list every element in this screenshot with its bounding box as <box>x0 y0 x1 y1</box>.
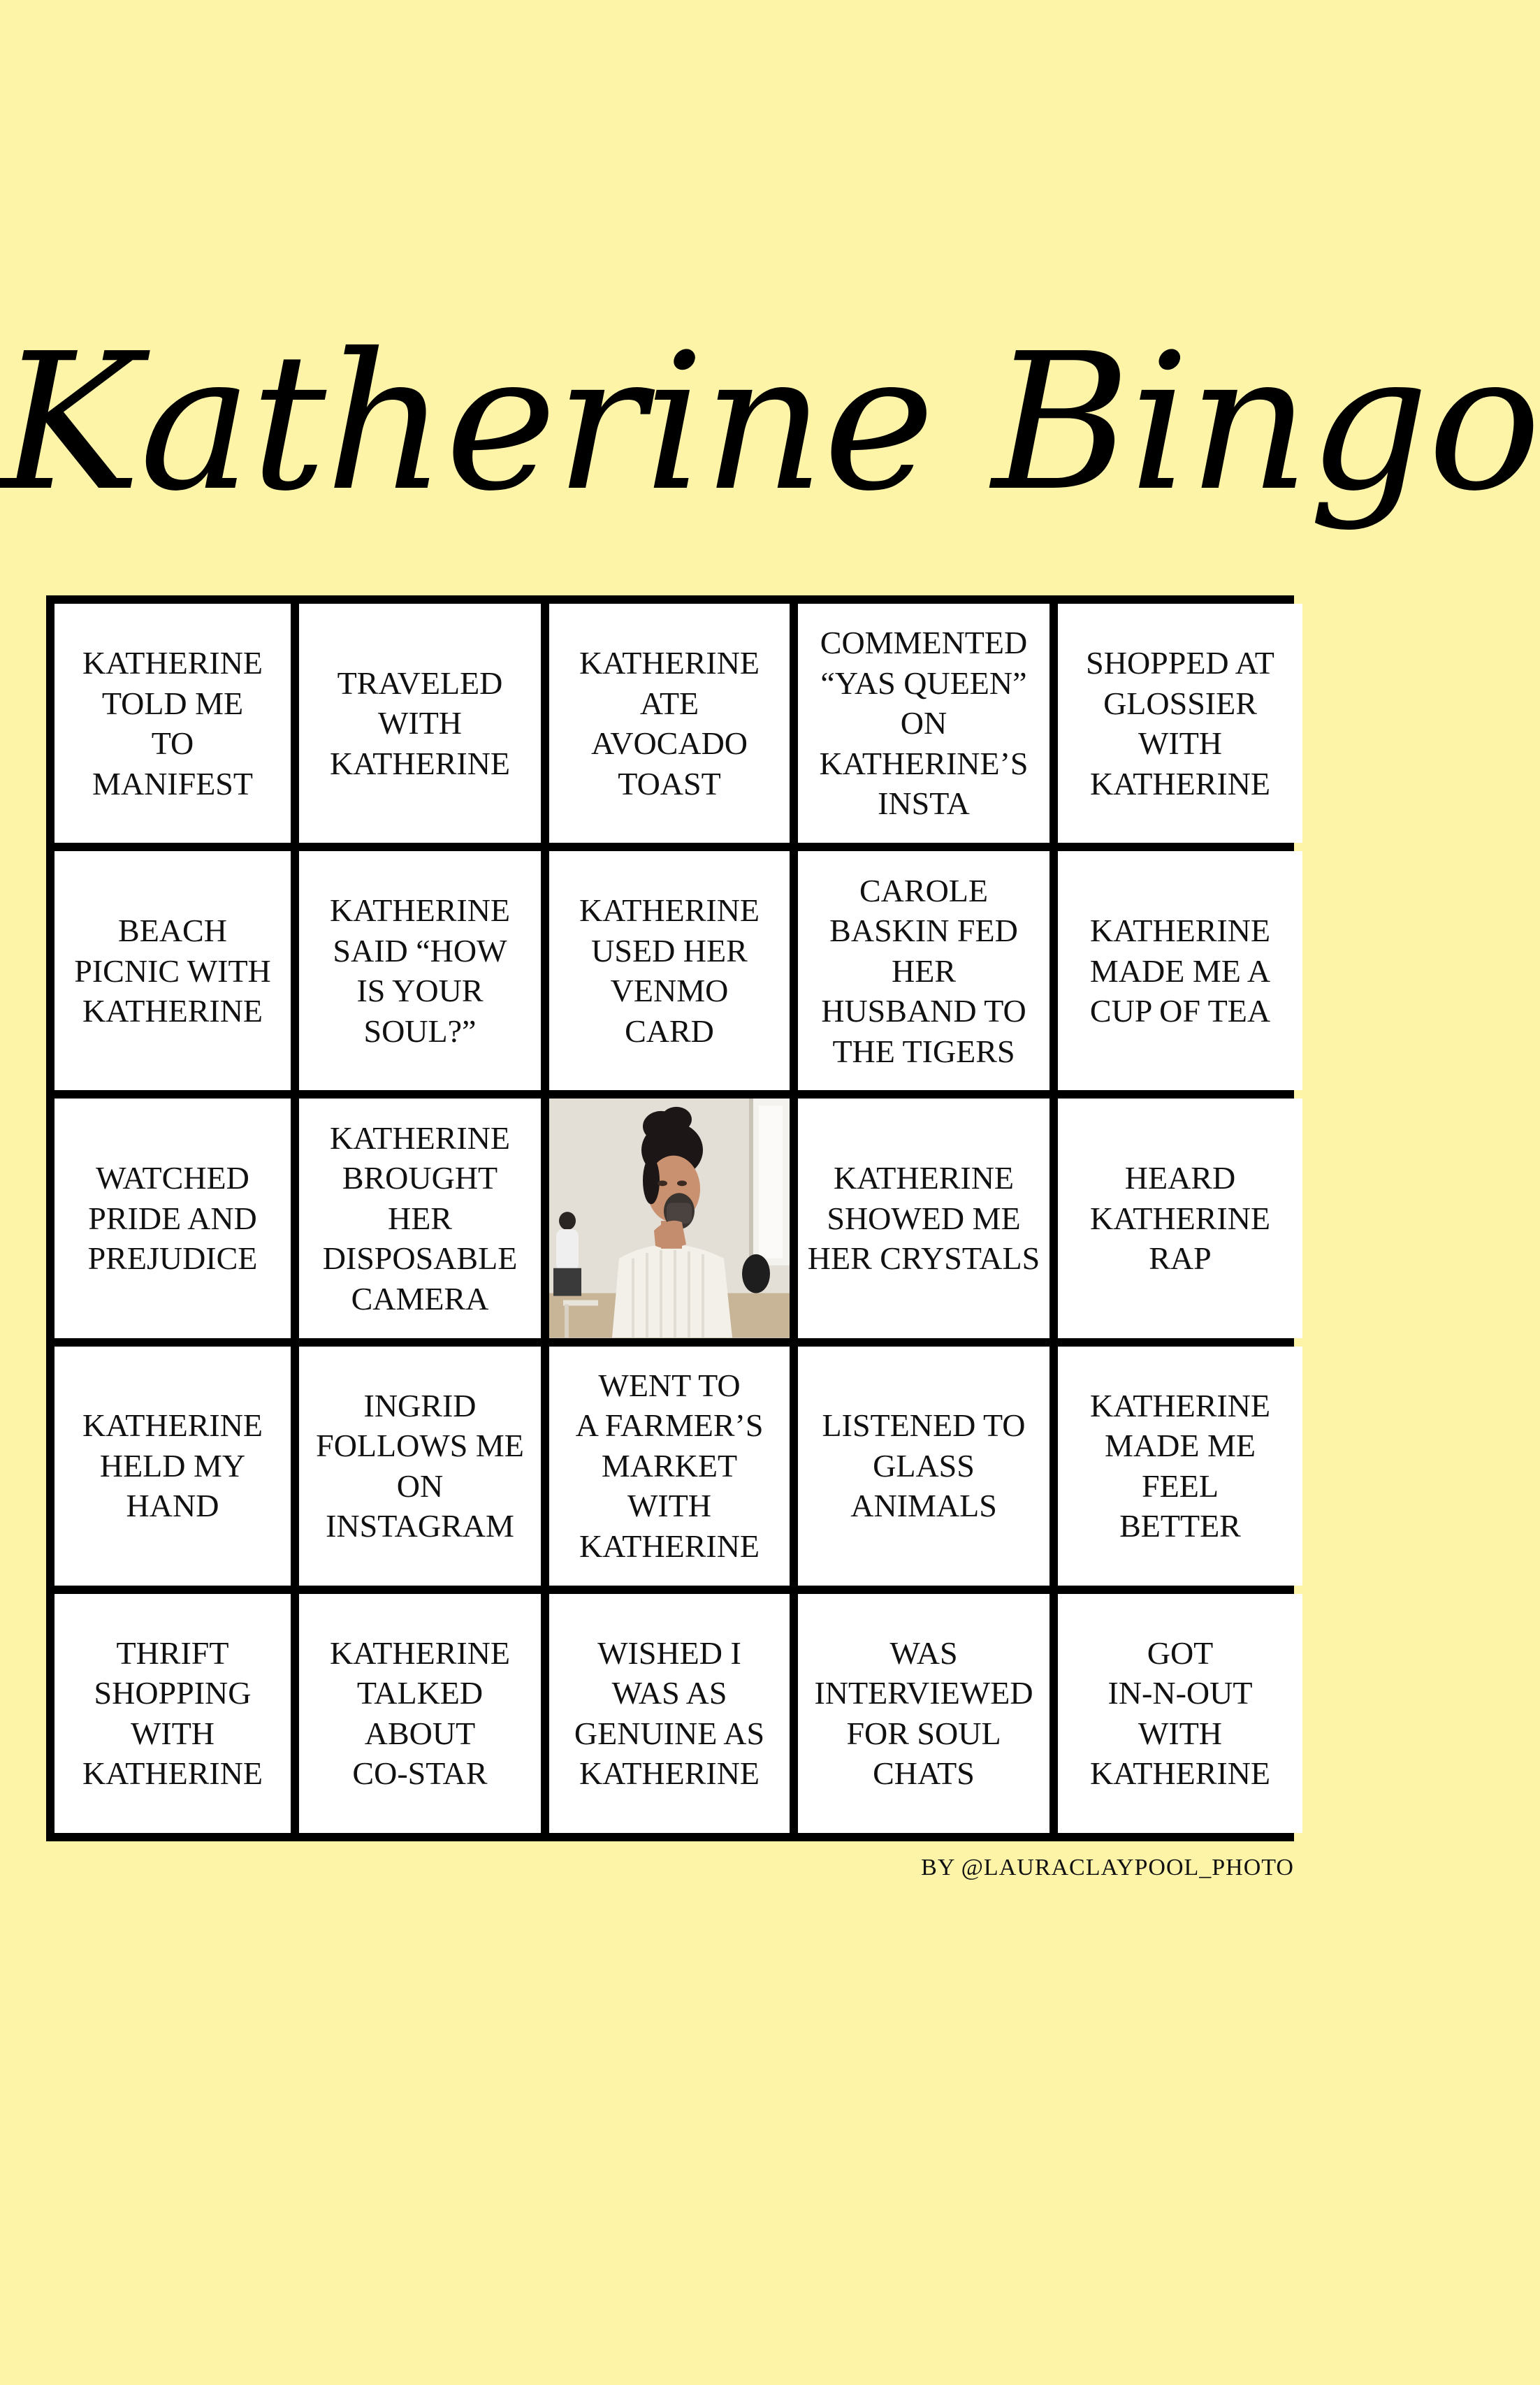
page-title: Katherine Bingo <box>0 312 1540 532</box>
bingo-cell-label: KATHERINE TALKED ABOUT CO-STAR <box>329 1634 511 1792</box>
bingo-cell[interactable] <box>1058 1099 1302 1338</box>
bingo-cell[interactable] <box>798 1594 1049 1833</box>
bingo-cell-label: BEACH PICNIC WITH KATHERINE <box>74 913 271 1029</box>
photo-illustration <box>549 1099 790 1338</box>
bingo-cell-label: WATCHED PRIDE AND PREJUDICE <box>87 1160 258 1277</box>
bingo-cell-label: CAROLE BASKIN FED HER HUSBAND TO THE TIGERS <box>821 872 1026 1069</box>
bingo-cell-label: KATHERINE BROUGHT HER DISPOSABLE CAMERA <box>322 1119 518 1317</box>
bingo-free-space-photo-cell[interactable] <box>549 1099 790 1338</box>
bingo-cell[interactable] <box>549 604 790 843</box>
bingo-cell[interactable] <box>798 851 1049 1090</box>
bingo-cell-label: WAS INTERVIEWED FOR SOUL CHATS <box>814 1634 1033 1792</box>
bingo-cell[interactable] <box>1058 604 1302 843</box>
bingo-cell-label: LISTENED TO GLASS ANIMALS <box>822 1407 1026 1524</box>
bingo-board <box>46 595 1294 1841</box>
bingo-cell-label: THRIFT SHOPPING WITH KATHERINE <box>82 1634 263 1792</box>
bingo-cell-label: KATHERINE MADE ME A CUP OF TEA <box>1089 913 1271 1029</box>
bingo-cell[interactable] <box>549 1347 790 1586</box>
bingo-cell-label: KATHERINE SHOWED ME HER CRYSTALS <box>807 1160 1040 1277</box>
bingo-cell-label: WENT TO A FARMER’S MARKET WITH KATHERINE <box>575 1367 764 1564</box>
bingo-cell[interactable] <box>798 1347 1049 1586</box>
bingo-cell-label: HEARD KATHERINE RAP <box>1089 1160 1271 1277</box>
bingo-cell[interactable] <box>55 851 291 1090</box>
bingo-cell[interactable] <box>55 1099 291 1338</box>
bingo-cell-label: TRAVELED WITH KATHERINE <box>329 665 511 781</box>
bingo-cell[interactable] <box>299 1594 541 1833</box>
bingo-cell-label: KATHERINE ATE AVOCADO TOAST <box>579 645 760 802</box>
bingo-cell-label: KATHERINE SAID “HOW IS YOUR SOUL?” <box>329 892 511 1049</box>
bingo-cell-label: KATHERINE MADE ME FEEL BETTER <box>1089 1387 1271 1544</box>
bingo-cell-label: GOT IN-N-OUT WITH KATHERINE <box>1089 1634 1271 1792</box>
bingo-cell-label: KATHERINE USED HER VENMO CARD <box>579 892 760 1049</box>
bingo-cell-label: KATHERINE TOLD ME TO MANIFEST <box>82 645 263 802</box>
bingo-cell-label: SHOPPED AT GLOSSIER WITH KATHERINE <box>1086 645 1274 802</box>
bingo-cell[interactable] <box>299 1099 541 1338</box>
bingo-cell[interactable] <box>1058 1594 1302 1833</box>
bingo-cell[interactable] <box>55 1594 291 1833</box>
photo-credit: BY @LAURACLAYPOOL_PHOTO <box>921 1855 1294 1880</box>
bingo-cell[interactable] <box>798 604 1049 843</box>
bingo-cell-label: COMMENTED “YAS QUEEN” ON KATHERINE’S INSTA <box>819 625 1029 822</box>
bingo-cell[interactable] <box>798 1099 1049 1338</box>
bingo-cell[interactable] <box>299 604 541 843</box>
bingo-cell-label: WISHED I WAS AS GENUINE AS KATHERINE <box>574 1634 765 1792</box>
bingo-cell[interactable] <box>549 1594 790 1833</box>
katherine-photo <box>549 1099 790 1338</box>
bingo-cell[interactable] <box>549 851 790 1090</box>
bingo-cell[interactable] <box>55 1347 291 1586</box>
bingo-cell-label: KATHERINE HELD MY HAND <box>82 1407 263 1524</box>
bingo-cell[interactable] <box>1058 851 1302 1090</box>
bingo-cell-label: INGRID FOLLOWS ME ON INSTAGRAM <box>316 1387 524 1544</box>
bingo-cell[interactable] <box>55 604 291 843</box>
bingo-cell[interactable] <box>1058 1347 1302 1586</box>
bingo-cell[interactable] <box>299 851 541 1090</box>
bingo-cell[interactable] <box>299 1347 541 1586</box>
